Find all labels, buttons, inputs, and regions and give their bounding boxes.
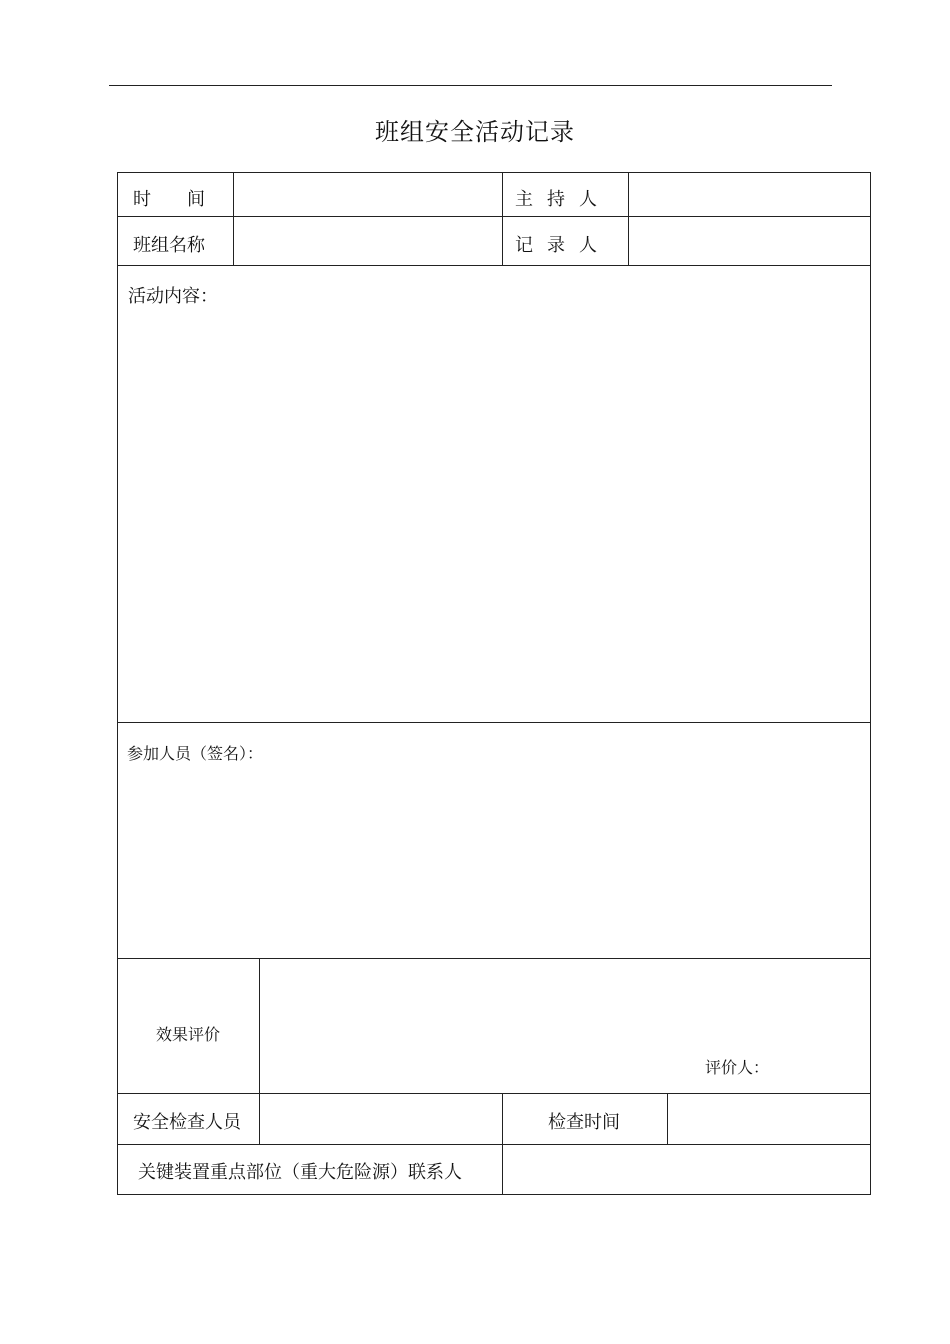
recorder-label: 记录人	[515, 235, 611, 256]
inspection-time-value-field[interactable]	[667, 1093, 871, 1145]
team-name-value-field[interactable]	[233, 216, 503, 266]
recorder-value-field[interactable]	[628, 216, 871, 266]
host-label-cell	[502, 172, 629, 217]
header-rule	[109, 85, 832, 86]
key-contact-value-field[interactable]	[502, 1144, 871, 1195]
key-contact-label: 关键装置重点部位（重大危险源）联系人	[138, 1162, 462, 1183]
time-label: 时间	[133, 189, 241, 210]
key-contact-label-cell	[117, 1144, 503, 1195]
time-label-cell	[117, 172, 241, 217]
participants-label: 参加人员（签名）：	[127, 744, 264, 763]
participants-field[interactable]	[117, 722, 871, 959]
team-name-label-cell	[117, 216, 234, 266]
host-label: 主持人	[515, 189, 611, 210]
effect-evaluation-field[interactable]	[259, 958, 871, 1094]
evaluator-label: 评价人：	[705, 1058, 770, 1077]
host-value-field[interactable]	[628, 172, 871, 217]
team-name-label: 班组名称	[133, 235, 205, 256]
effect-evaluation-label: 效果评价	[156, 1025, 221, 1044]
inspection-time-label: 检查时间	[548, 1112, 620, 1133]
effect-evaluation-label-cell	[117, 958, 260, 1094]
page-title: 班组安全活动记录	[375, 118, 575, 146]
safety-inspector-label-cell	[117, 1093, 260, 1145]
activity-content-label: 活动内容：	[128, 286, 218, 307]
inspection-time-label-cell	[502, 1093, 668, 1145]
safety-inspector-value-field[interactable]	[259, 1093, 503, 1145]
time-value-field[interactable]	[233, 172, 503, 217]
safety-inspector-label: 安全检查人员	[133, 1112, 241, 1133]
activity-content-field[interactable]	[117, 265, 871, 723]
recorder-label-cell	[502, 216, 629, 266]
